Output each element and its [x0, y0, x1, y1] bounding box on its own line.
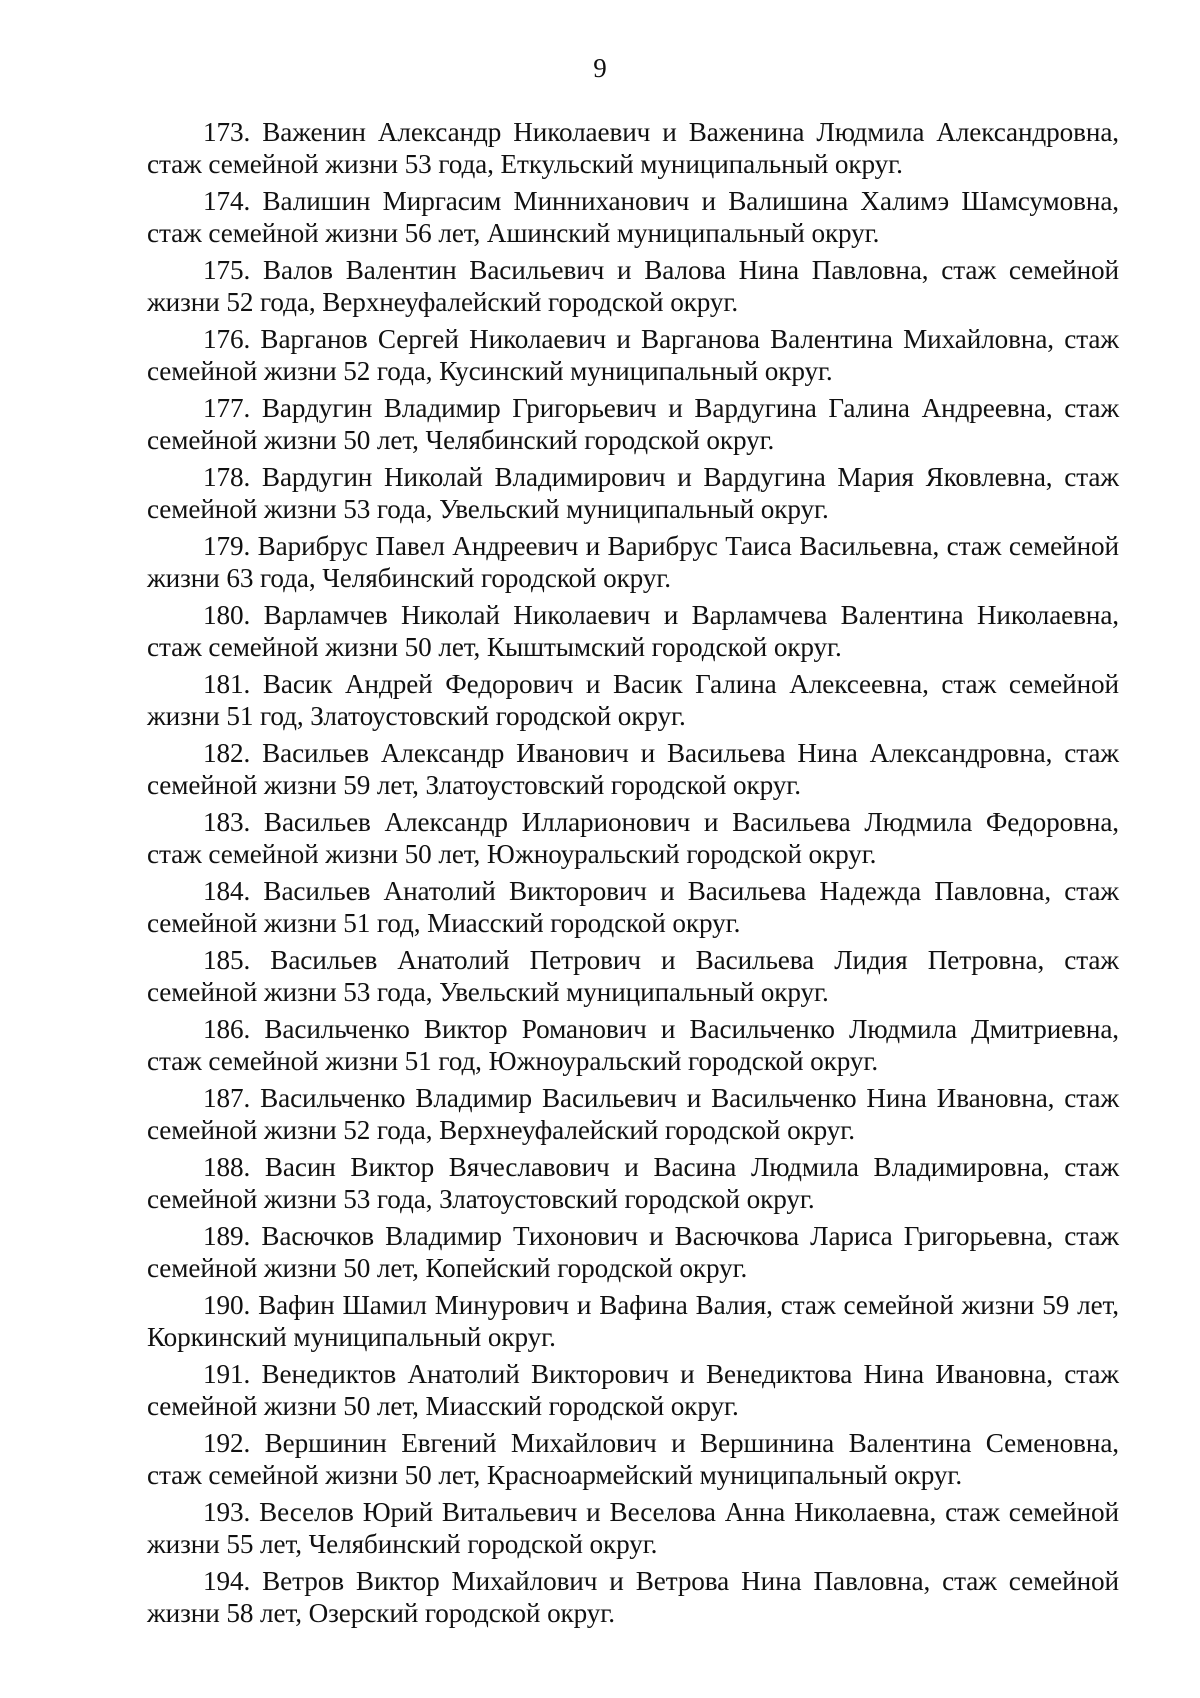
- list-item-188: 188. Васин Виктор Вячеславович и Васина Людмила Владимировна, стаж семейной жизни 53 года, Златоустовский городской округ.: [147, 1152, 1119, 1214]
- list-item-186: 186. Васильченко Виктор Романович и Васильченко Людмила Дмитриевна, стаж семейной жизни 51 год, Южноуральский городской округ.: [147, 1014, 1119, 1076]
- list-item-176: 176. Варганов Сергей Николаевич и Варганова Валентина Михайловна, стаж семейной жизни 52 года, Кусинский муниципальный округ.: [147, 324, 1119, 386]
- list-item-191: 191. Венедиктов Анатолий Викторович и Венедиктова Нина Ивановна, стаж семейной жизни 50 лет, Миасский городской округ.: [147, 1359, 1119, 1421]
- page-number: 9: [593, 53, 607, 83]
- list-item-180: 180. Варламчев Николай Николаевич и Варламчева Валентина Николаевна, стаж семейной жизни 50 лет, Кыштымский городской округ.: [147, 600, 1119, 662]
- list-item-178: 178. Вардугин Николай Владимирович и Вардугина Мария Яковлевна, стаж семейной жизни 53 года, Увельский муниципальный округ.: [147, 462, 1119, 524]
- list-item-184: 184. Васильев Анатолий Викторович и Васильева Надежда Павловна, стаж семейной жизни 51 год, Миасский городской округ.: [147, 876, 1119, 938]
- list-item-189: 189. Васючков Владимир Тихонович и Васючкова Лариса Григорьевна, стаж семейной жизни 50 лет, Копейский городской округ.: [147, 1221, 1119, 1283]
- list-item-194: 194. Ветров Виктор Михайлович и Ветрова Нина Павловна, стаж семейной жизни 58 лет, Озерский городской округ.: [147, 1566, 1119, 1628]
- list-item-175: 175. Валов Валентин Васильевич и Валова Нина Павловна, стаж семейной жизни 52 года, Верхнеуфалейский городской округ.: [147, 255, 1119, 317]
- list-item-183: 183. Васильев Александр Илларионович и Васильева Людмила Федоровна, стаж семейной жизни 50 лет, Южноуральский городской округ.: [147, 807, 1119, 869]
- list-item-192: 192. Вершинин Евгений Михайлович и Вершинина Валентина Семеновна, стаж семейной жизни 50 лет, Красноармейский муниципальный округ.: [147, 1428, 1119, 1490]
- award-list: [147, 116, 1119, 1634]
- list-item-182: 182. Васильев Александр Иванович и Васильева Нина Александровна, стаж семейной жизни 59 лет, Златоустовский городской округ.: [147, 738, 1119, 800]
- list-item-179: 179. Варибрус Павел Андреевич и Варибрус Таиса Васильевна, стаж семейной жизни 63 года, Челябинский городской округ.: [147, 531, 1119, 593]
- list-item-190: 190. Вафин Шамил Минурович и Вафина Валия, стаж семейной жизни 59 лет, Коркинский муниципальный округ.: [147, 1290, 1119, 1352]
- list-item-181: 181. Васик Андрей Федорович и Васик Галина Алексеевна, стаж семейной жизни 51 год, Златоустовский городской округ.: [147, 669, 1119, 731]
- list-item-177: 177. Вардугин Владимир Григорьевич и Вардугина Галина Андреевна, стаж семейной жизни 50 лет, Челябинский городской округ.: [147, 393, 1119, 455]
- list-item-185: 185. Васильев Анатолий Петрович и Васильева Лидия Петровна, стаж семейной жизни 53 года, Увельский муниципальный округ.: [147, 945, 1119, 1007]
- list-item-187: 187. Васильченко Владимир Васильевич и Васильченко Нина Ивановна, стаж семейной жизни 52 года, Верхнеуфалейский городской округ.: [147, 1083, 1119, 1145]
- list-item-193: 193. Веселов Юрий Витальевич и Веселова Анна Николаевна, стаж семейной жизни 55 лет, Челябинский городской округ.: [147, 1497, 1119, 1559]
- list-item-174: 174. Валишин Миргасим Минниханович и Валишина Халимэ Шамсумовна, стаж семейной жизни 56 лет, Ашинский муниципальный округ.: [147, 186, 1119, 248]
- list-item-173: 173. Важенин Александр Николаевич и Важенина Людмила Александровна, стаж семейной жизни 53 года, Еткульский муниципальный округ.: [147, 117, 1119, 179]
